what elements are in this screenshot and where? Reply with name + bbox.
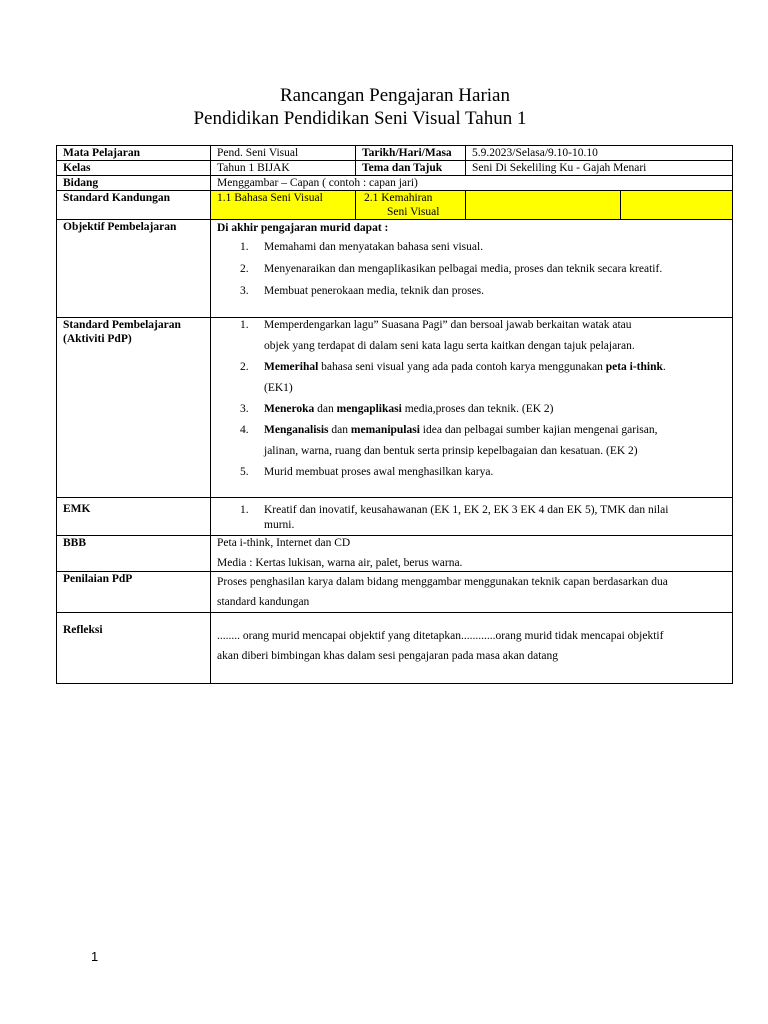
row-refleksi: [57, 613, 733, 684]
list-item: 2. Menyenaraikan dan mengaplikasikan pelbagai media, proses dan teknik secara kreatif.: [240, 263, 663, 275]
bbb-line2: Media : Kertas lukisan, warna air, palet, berus warna.: [217, 557, 463, 569]
row-bidang: [57, 176, 733, 191]
sp-label-line2: (Aktiviti PdP): [63, 333, 132, 345]
refleksi-line2: akan diberi bimbingan khas dalam sesi pengajaran pada masa akan datang: [217, 650, 559, 662]
list-item: 1. Memperdengarkan lagu” Suasana Pagi” dan bersoal jawab berkaitan watak atau objek yang terdapat di dalam seni kata lagu serta kaitkan dengan tajuk pelajaran.: [240, 319, 635, 352]
row-kelas: [57, 161, 733, 176]
row-standard-pembelajaran: [57, 318, 733, 498]
sk-empty-cell-2: [621, 191, 733, 220]
lesson-plan-table: [56, 145, 733, 684]
mata-pelajaran-value: Pend. Seni Visual: [211, 146, 356, 161]
kelas-value: Tahun 1 BIJAK: [211, 161, 356, 176]
bidang-label: Bidang: [57, 176, 211, 191]
kelas-label: Kelas: [57, 161, 211, 176]
tarikh-label: Tarikh/Hari/Masa: [356, 146, 466, 161]
sk-bahasa-seni-visual: 1.1 Bahasa Seni Visual: [211, 191, 356, 220]
row-standard-kandungan: [57, 191, 733, 220]
sk-kemahiran-seni-visual: [356, 191, 466, 220]
list-item: 3. Membuat penerokaan media, teknik dan proses.: [240, 285, 485, 297]
bbb-line1: Peta i-think, Internet dan CD: [217, 537, 351, 549]
bidang-value: Menggambar – Capan ( contoh : capan jari): [211, 176, 733, 191]
row-objektif: [57, 220, 733, 318]
penilaian-line2: standard kandungan: [217, 596, 310, 608]
standard-pembelajaran-content: [211, 318, 733, 498]
emk-list: [217, 501, 726, 535]
penilaian-line1: Proses penghasilan karya dalam bidang menggambar menggunakan teknik capan berdasarkan dua: [217, 576, 668, 588]
standard-kandungan-label: Standard Kandungan: [57, 191, 211, 220]
document-title: Rancangan Pengajaran Harian: [279, 85, 510, 106]
objektif-intro: Di akhir pengajaran murid dapat :: [217, 222, 389, 234]
list-item: 2. Memerihal bahasa seni visual yang ada pada contoh karya menggunakan peta i-think. (EK1): [240, 361, 666, 394]
tema-label: Tema dan Tajuk: [356, 161, 466, 176]
list-item: 5. Murid membuat proses awal menghasilkan karya.: [240, 466, 494, 478]
emk-content: [211, 498, 733, 536]
mata-pelajaran-label: Mata Pelajaran: [57, 146, 211, 161]
row-penilaian: [57, 572, 733, 613]
document-subtitle: Pendidikan Pendidikan Seni Visual Tahun 1: [193, 108, 527, 129]
bbb-label: BBB: [57, 536, 211, 572]
row-mata-pelajaran: [57, 146, 733, 161]
sk-kemahiran-line1: 2.1 Kemahiran: [364, 192, 433, 204]
sp-label-line1: Standard Pembelajaran: [63, 319, 181, 331]
emk-label: EMK: [57, 498, 211, 536]
row-emk: [57, 498, 733, 536]
refleksi-label: Refleksi: [57, 613, 211, 684]
tarikh-value: 5.9.2023/Selasa/9.10-10.10: [466, 146, 733, 161]
row-bbb: [57, 536, 733, 572]
sk-empty-cell-1: [466, 191, 621, 220]
tema-value: Seni Di Sekeliling Ku - Gajah Menari: [466, 161, 733, 176]
aktiviti-list: [217, 318, 726, 484]
refleksi-content: [211, 613, 733, 684]
objektif-content: [211, 220, 733, 318]
list-item: 4. Menganalisis dan memanipulasi idea dan pelbagai sumber kajian mengenai garisan, jalinan, warna, ruang dan bentuk serta prinsip kepelbagaian dan kesatuan. (EK 2): [240, 424, 658, 457]
page-number: 1: [91, 949, 99, 964]
sk-kemahiran-line2: Seni Visual: [387, 206, 440, 218]
refleksi-line1: ........ orang murid mencapai objektif yang ditetapkan............orang murid tidak mencapai objektif: [217, 630, 664, 642]
list-item: 1. Kreatif dan inovatif, keusahawanan (EK 1, EK 2, EK 3 EK 4 dan EK 5), TMK dan nilai murni.: [240, 504, 669, 531]
objektif-label: Objektif Pembelajaran: [57, 220, 211, 318]
bbb-content: [211, 536, 733, 572]
penilaian-label: Penilaian PdP: [57, 572, 211, 613]
objektif-list: [217, 240, 726, 298]
list-item: 3. Meneroka dan mengaplikasi media,proses dan teknik. (EK 2): [240, 403, 554, 415]
list-item: 1. Memahami dan menyatakan bahasa seni visual.: [240, 241, 484, 253]
standard-pembelajaran-label: [57, 318, 211, 498]
penilaian-content: [211, 572, 733, 613]
